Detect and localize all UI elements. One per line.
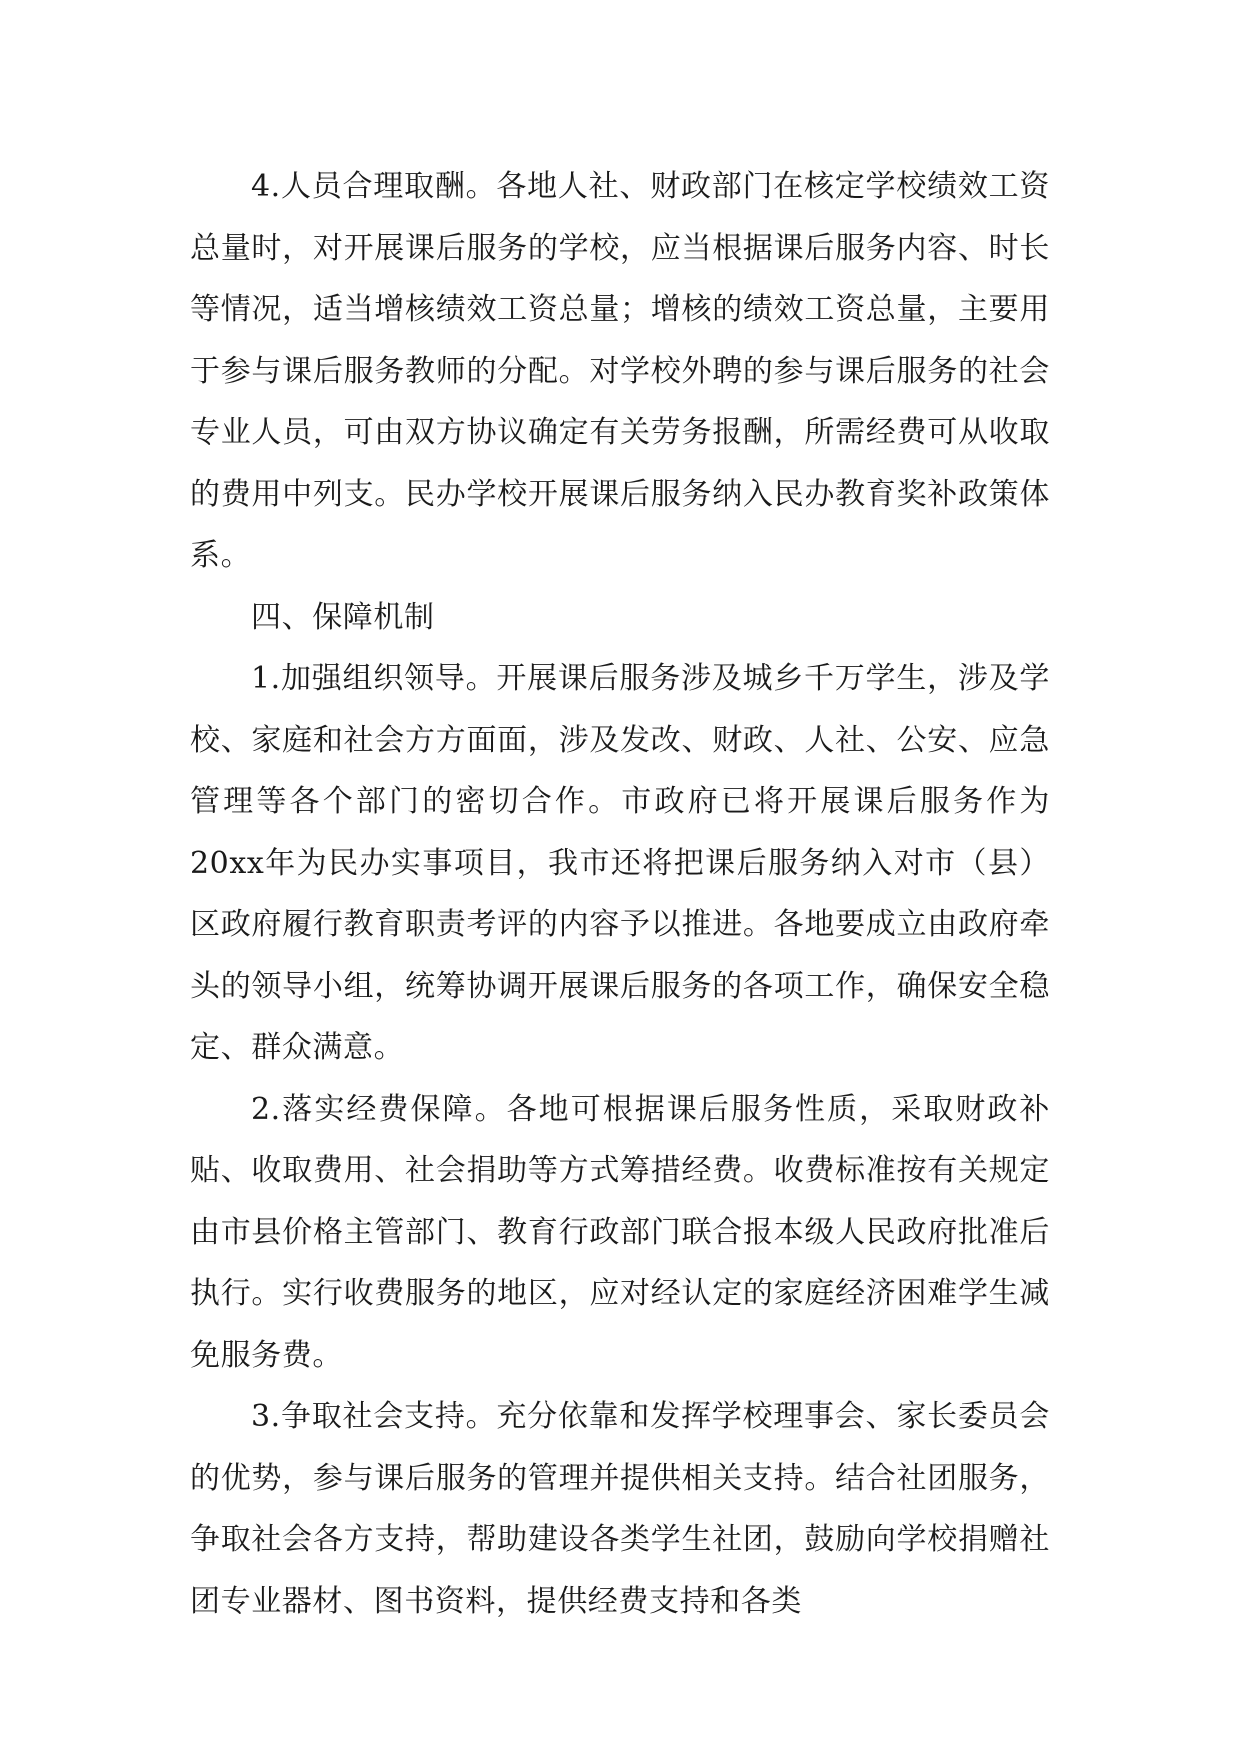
paragraph-social-support: 3.争取社会支持。充分依靠和发挥学校理事会、家长委员会的优势，参与课后服务的管理并提供相关支持。结合社团服务，争取社会各方支持，帮助建设各类学生社团，鼓励向学校捐赠社团专业器材、图书资料，提供经费支持和各类 — [190, 1399, 1050, 1619]
section-heading-guarantee-mechanism: 四、保障机制 — [251, 599, 435, 635]
paragraph-funding: 2.落实经费保障。各地可根据课后服务性质，采取财政补贴、收取费用、社会捐助等方式筹措经费。收费标准按有关规定由市县价格主管部门、教育行政部门联合报本级人民政府批准后执行。实行收费服务的地区，应对经认定的家庭经济困难学生减免服务费。 — [190, 1091, 1050, 1373]
paragraph-leadership: 1.加强组织领导。开展课后服务涉及城乡千万学生，涉及学校、家庭和社会方方面面，涉及发改、财政、人社、公安、应急管理等各个部门的密切合作。市政府已将开展课后服务作为20xx年为民办实事项目，我市还将把课后服务纳入对市（县）区政府履行教育职责考评的内容予以推进。各地要成立由政府牵头的领导小组，统筹协调开展课后服务的各项工作，确保安全稳定、群众满意。 — [190, 661, 1050, 1065]
document-body — [190, 156, 1050, 1632]
paragraph-personnel-pay: 4.人员合理取酬。各地人社、财政部门在核定学校绩效工资总量时，对开展课后服务的学校，应当根据课后服务内容、时长等情况，适当增核绩效工资总量；增核的绩效工资总量，主要用于参与课后服务教师的分配。对学校外聘的参与课后服务的社会专业人员，可由双方协议确定有关劳务报酬，所需经费可从收取的费用中列支。民办学校开展课后服务纳入民办教育奖补政策体系。 — [190, 169, 1050, 573]
